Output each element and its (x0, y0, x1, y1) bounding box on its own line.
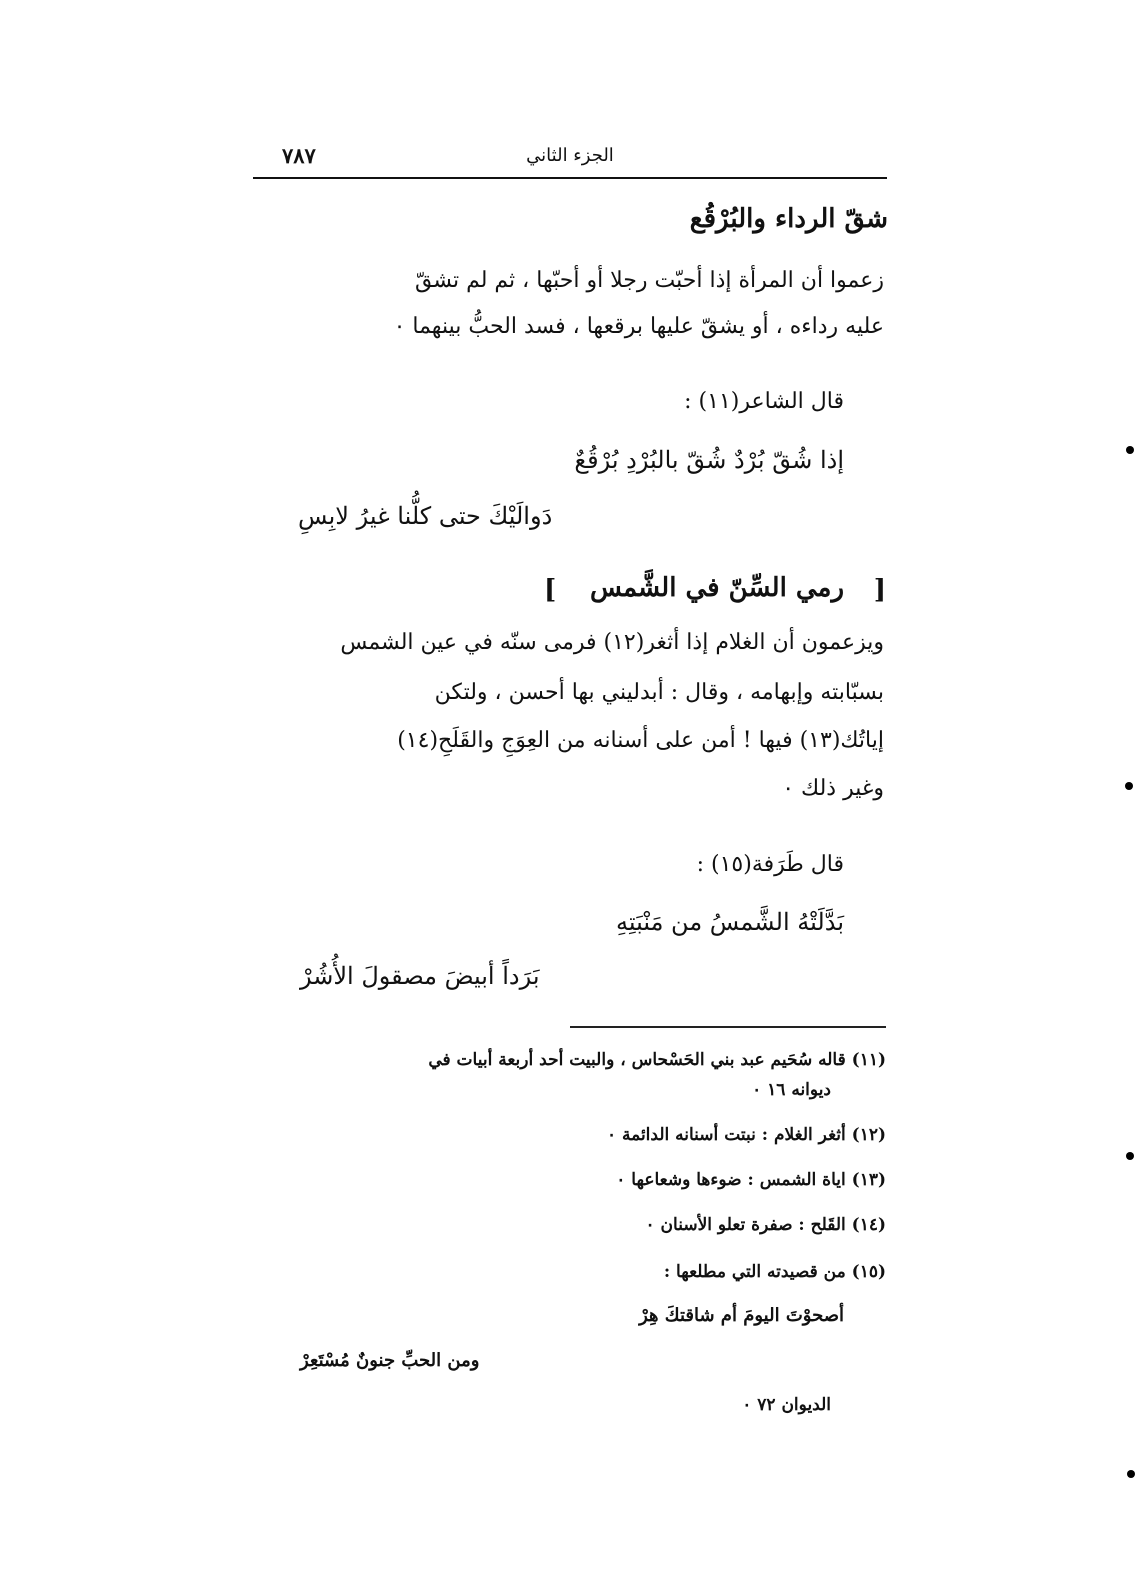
margin-speck (1126, 1152, 1134, 1160)
section1-line-1: زعموا أن المرأة إذا أحبّت رجلا أو أحبّها ، ثم لم تشقّ (414, 268, 884, 293)
footnote-14: (١٤) القَلح : صفرة تعلو الأسنان ٠ (645, 1215, 886, 1235)
section2-verse-line-2: بَرَداً أبيضَ مصقولَ الأُشُرْ (300, 962, 540, 990)
footnote-15-verse-2: ومن الحبِّ جنونٌ مُسْتَعِرْ (300, 1350, 480, 1371)
section-title-bracket-open: [ (873, 575, 886, 605)
page-number: ٧٨٧ (282, 143, 316, 168)
header-rule (253, 177, 887, 179)
footnote-rule (570, 1026, 886, 1028)
section2-line-2: بسبّابته وإبهامه ، وقال : أبدليني بها أحسن ، ولتكن (434, 680, 884, 705)
footnote-15-line-1: (١٥) من قصيدته التي مطلعها : (663, 1262, 886, 1282)
section1-verse-line-1: إذا شُقّ بُرْدٌ شُقّ بالبُرْدِ بُرْقُعٌ (574, 446, 844, 474)
margin-speck (1126, 446, 1134, 454)
section1-line-2: عليه رداءه ، أو يشقّ عليها برقعها ، فسد الحبُّ بينهما ٠ (393, 314, 884, 339)
section-title-cloak-veil: شقّ الرداء والبُرْقُع (689, 204, 888, 234)
section-title-bracket-close: ] (544, 575, 557, 605)
section1-poet-intro: قال الشاعر(١١) : (684, 389, 844, 414)
footnote-12: (١٢) أثغر الغلام : نبتت أسنانه الدائمة ٠ (606, 1125, 886, 1145)
margin-speck (1127, 1470, 1135, 1478)
footnote-13: (١٣) اياة الشمس : ضوءها وشعاعها ٠ (616, 1170, 886, 1190)
section2-line-1: ويزعمون أن الغلام إذا أثغر(١٢) فرمى سنّه في عين الشمس (340, 630, 884, 655)
footnote-15-source: الديوان ٧٢ ٠ (742, 1395, 831, 1415)
section2-line-3: إياتُك(١٣) فيها ! أمن على أسنانه من العِوَجِ والقَلَحِ(١٤) (397, 728, 884, 753)
section2-poet-intro: قال طَرَفة(١٥) : (696, 852, 844, 877)
margin-speck (1125, 782, 1133, 790)
footnote-11-line-1: (١١) قاله سُحَيم عبد بني الحَسْحاس ، والبيت أحد أربعة أبيات في (428, 1050, 886, 1070)
running-header-title: الجزء الثاني (526, 145, 614, 166)
footnote-11-line-2: ديوانه ١٦ ٠ (752, 1080, 831, 1100)
section-title-tooth-sun: رمي السِّنّ في الشَّمس (589, 573, 844, 603)
section2-line-4: وغير ذلك ٠ (782, 776, 884, 801)
footnote-15-verse-1: أصحوْتَ اليومَ أم شاقتكَ هِرْ (639, 1305, 844, 1326)
section1-verse-line-2: دَوالَيْكَ حتى كلُّنا غيرُ لابِسِ (298, 502, 553, 530)
section2-verse-line-1: بَدَّلَتْهُ الشَّمسُ من مَنْبَتِهِ (615, 908, 844, 936)
